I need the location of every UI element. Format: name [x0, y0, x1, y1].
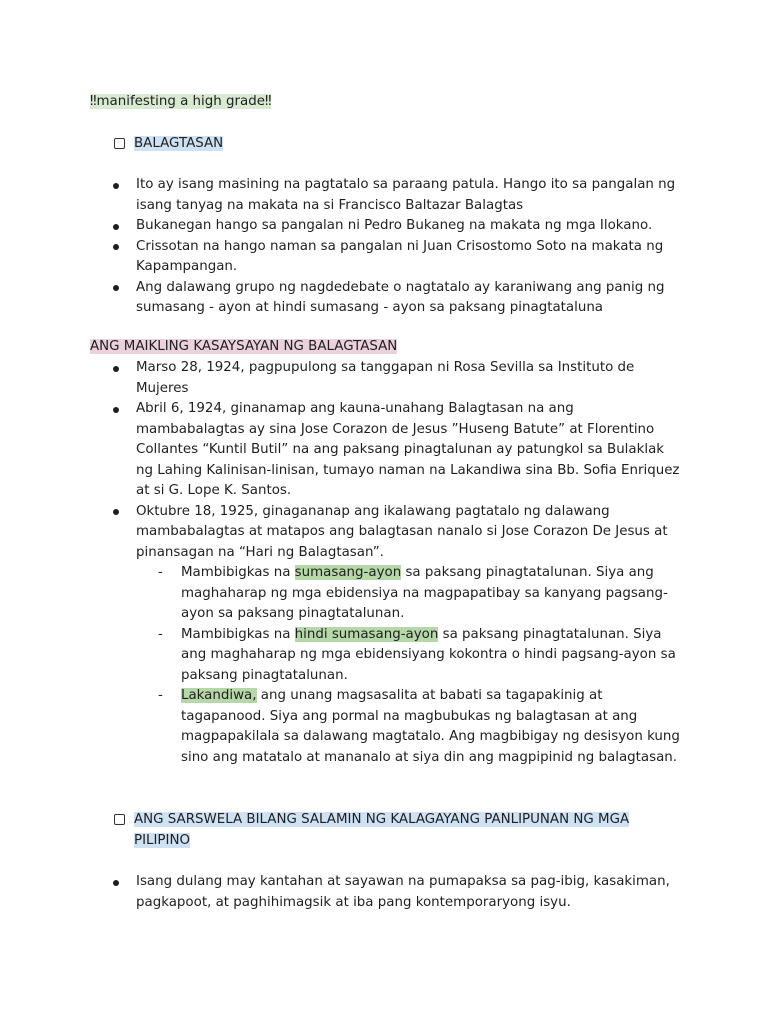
bullet-icon: [113, 366, 119, 372]
bullet-icon: [113, 880, 119, 886]
checkbox[interactable]: [114, 138, 125, 149]
highlighted-term: sumasang-ayon: [294, 565, 402, 580]
dash-marker: -: [158, 688, 163, 703]
section1-bullet-list: [112, 175, 684, 319]
list-item: Ito ay isang masining na pagtatalo sa paraang patula. Hango ito sa pangalan ng isang tanyag na makata na si Francisco Baltazar Balagtas: [112, 175, 684, 216]
section2-bullet-list: [112, 358, 684, 768]
sub-list-item: - Mambibigkas na sumasang-ayon sa paksang pinagtatalunan. Siya ang maghaharap ng mga ebidensiya na magpapatibay sa kanyang pagsang-ayon sa paksang pinagtatalunan.: [158, 565, 668, 621]
bullet-icon: [113, 183, 119, 189]
list-item: Bukanegan hango sa pangalan ni Pedro Bukaneg na makata ng mga Ilokano.: [112, 216, 684, 237]
highlighted-term: hindi sumasang-ayon: [294, 626, 439, 642]
bullet-icon: [113, 285, 119, 291]
sub-list-item: - Mambibigkas na hindi sumasang-ayon sa paksang pinagtatalunan. Siya ang maghaharap ng mga ebidensiyang kokontra o hindi pagsang-ayon sa paksang pinagtatalunan.: [158, 626, 676, 683]
section3-title: ANG SARSWELA BILANG SALAMIN NG KALAGAYANG PANLIPUNAN NG MGA PILIPINO: [134, 812, 630, 848]
tagline: [90, 92, 271, 113]
bullet-icon: [113, 244, 119, 250]
bullet-icon: [113, 224, 119, 230]
role-sublist: [136, 563, 684, 768]
checkbox[interactable]: [114, 814, 125, 825]
list-item: Ang dalawang grupo ng nagdedebate o nagtatalo ay karaniwang ang panig ng sumasang - ayon at hindi sumasang - ayon sa paksang pinagtataluna: [112, 278, 684, 319]
dash-marker: -: [158, 565, 163, 580]
list-item: Isang dulang may kantahan at sayawan na pumapaksa sa pag-ibig, kasakiman, pagkapoot, at paghihimagsik at iba pang kontemporaryong isyu.: [112, 872, 684, 913]
section1-checklist-item: [114, 134, 664, 155]
sub-list-item: - Lakandiwa, ang unang magsasalita at babati sa tagapakinig at tagapanood. Siya ang pormal na magbubukas ng balagtasan at ang magpapakilala sa dalawang magtatalo. Ang magbibigay ng desisyon kung sino ang matatalo at mananalo at siya din ang magpipinid ng balagtasan.: [158, 688, 680, 765]
section1-title: BALAGTASAN: [134, 136, 224, 151]
list-item: Abril 6, 1924, ginanamap ang kauna-unahang Balagtasan na ang mambabalagtas ay sina Jose Corazon de Jesus ”Huseng Batute” at Florentino Collantes “Kuntil Butil” na ang paksang pinagtalunan ay patungkol sa Bulaklak ng Lahing Kalinisan-linisan, tumayo naman na Lakandiwa sina Bb. Sofia Enriquez at si G. Lope K. Santos.: [112, 399, 684, 502]
dash-marker: -: [158, 626, 163, 642]
tagline-text: ‼manifesting a high grade‼: [90, 94, 272, 109]
section2-heading: [90, 337, 397, 358]
list-item: Marso 28, 1924, pagpupulong sa tanggapan ni Rosa Sevilla sa Instituto de Mujeres: [112, 358, 684, 399]
list-item: Oktubre 18, 1925, ginagananap ang ikalawang pagtatalo ng dalawang mambabalagtas at matapos ang balagtasan nanalo si Jose Corazon De Jesus at pinansagan na “Hari ng Balagtasan”. - Mambibigkas na sumasang-ayon sa paksang pinagtatalunan. Siya ang maghaharap ng mga ebidensiya na magpapatibay sa kanyang pagsang-ayon sa paksang pinagtatalunan. - Mambibigkas na hindi sumasang-ayon sa paksang pinagtatalunan. Siya ang maghaharap ng mga ebidensiyang kokontra o hindi pagsang-ayon sa paksang pinagtatalunan. - Lakandiwa, ang unang magsasalita at babati sa tagapakinig at tagapanood. Siya ang pormal na magbubukas ng balagtasan at ang magpapakilala sa dalawang magtatalo. Ang magbibigay ng desisyon kung sino ang matatalo at mananalo at siya din ang magpipinid ng balagtasan.: [112, 502, 684, 769]
section3-checklist-item: [114, 810, 664, 851]
section2-heading-text: ANG MAIKLING KASAYSAYAN NG BALAGTASAN: [90, 339, 398, 354]
section3-bullet-list: [112, 872, 684, 913]
bullet-icon: [113, 407, 119, 413]
list-item: Crissotan na hango naman sa pangalan ni Juan Crisostomo Soto na makata ng Kapampangan.: [112, 237, 684, 278]
bullet-icon: [113, 509, 119, 515]
highlighted-term: Lakandiwa,: [181, 688, 257, 703]
